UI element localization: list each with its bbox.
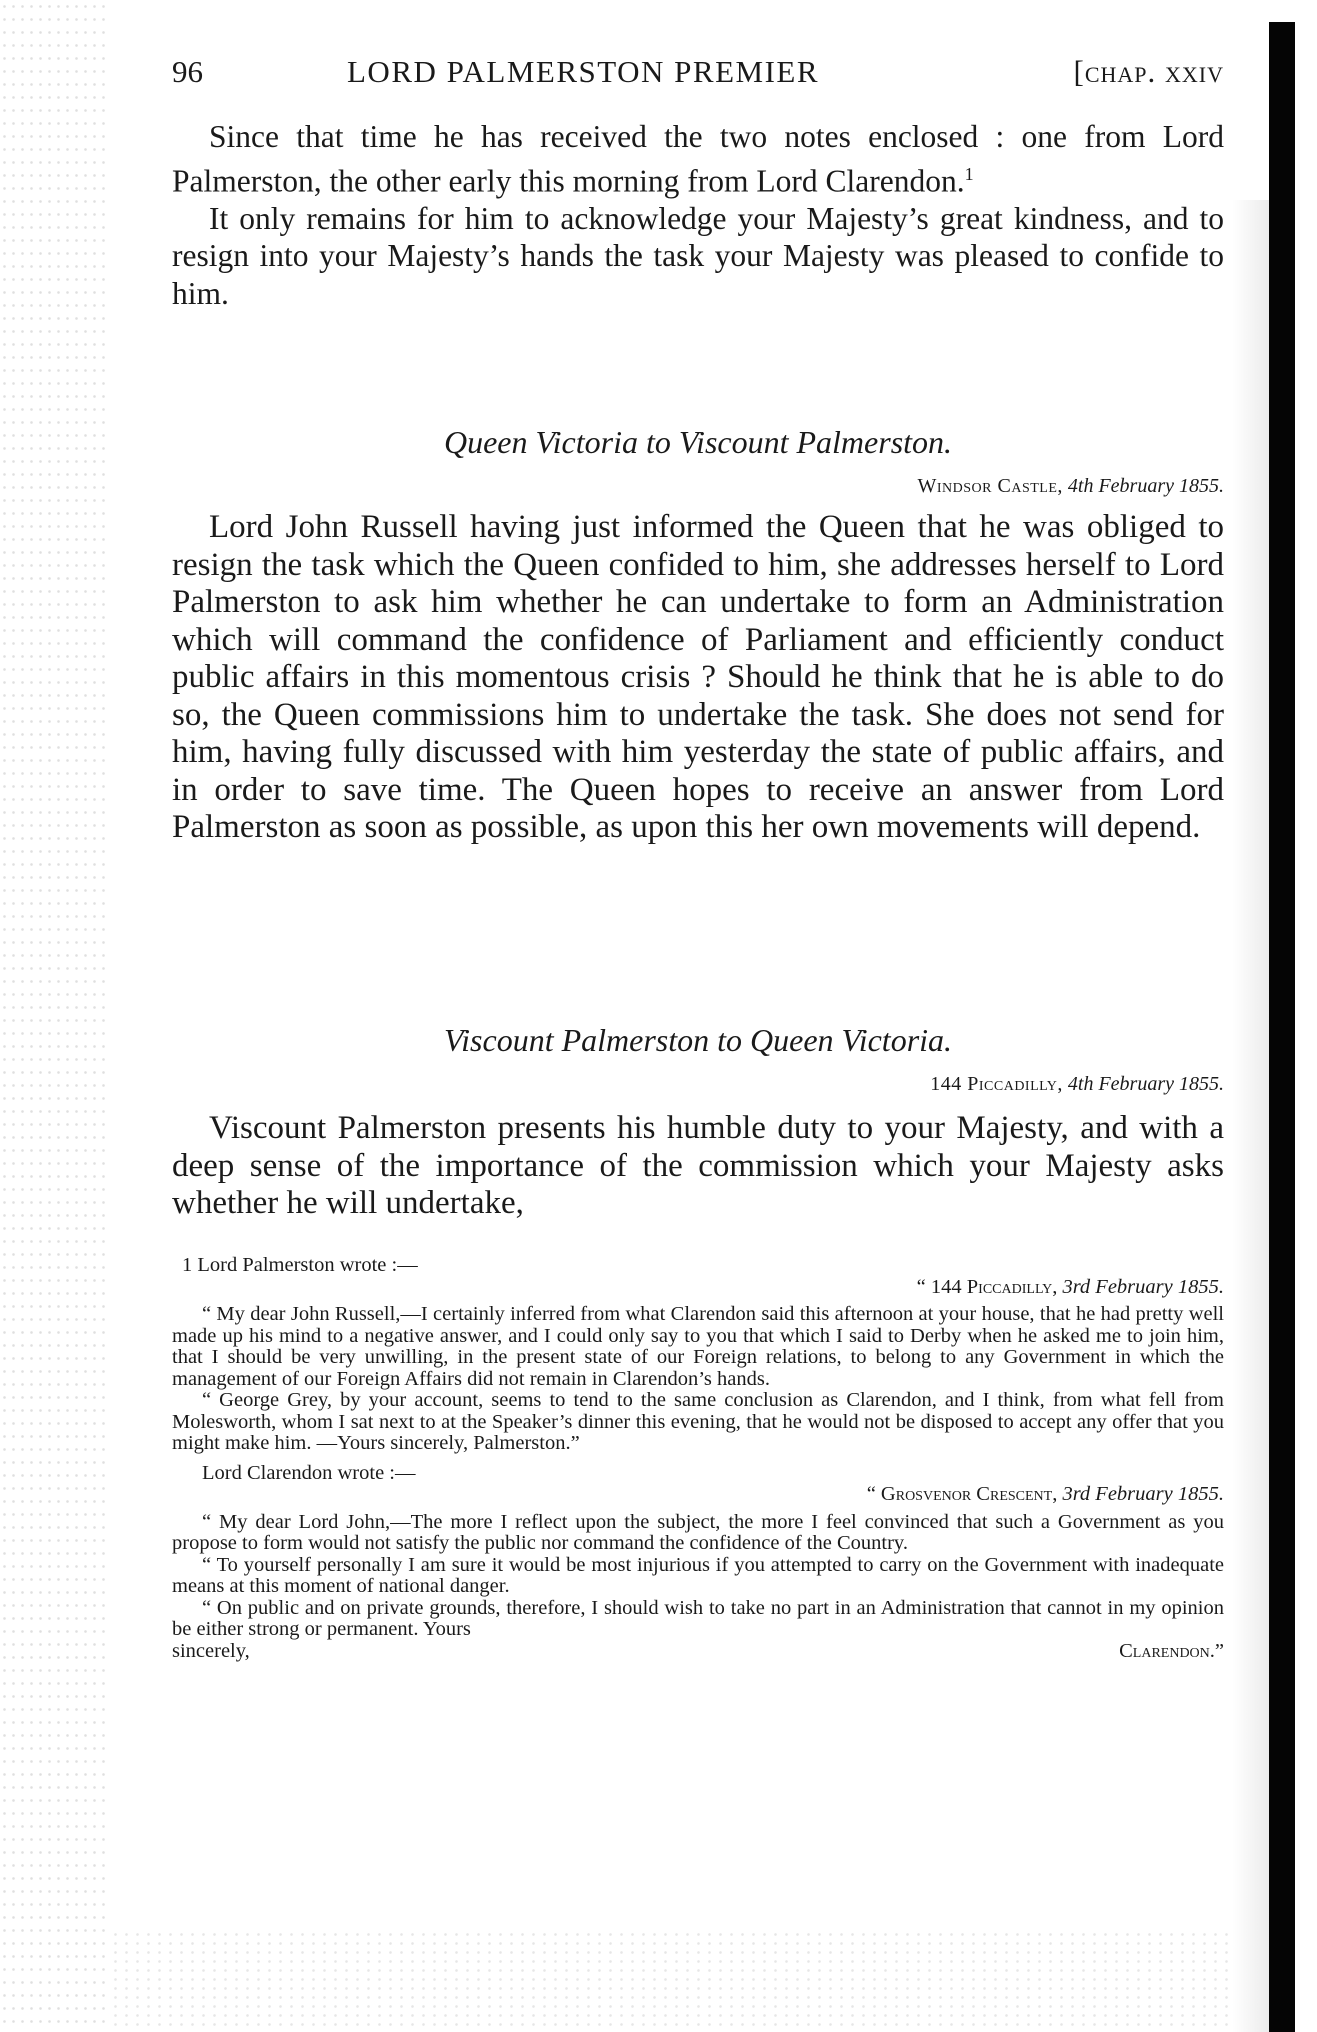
continuation-para-2: It only remains for him to acknowledge your Majesty’s great kindness, and to resign into your Majesty’s hands the task your Majesty was pleased to confide to him.	[172, 200, 1224, 311]
letter-2-text: Viscount Palmerston presents his humble duty to your Majesty, and with a deep sense of the importance of the commission which your Majesty asks whether he will undertake,	[172, 1110, 1224, 1221]
footnote-ref: 1	[964, 163, 974, 184]
letter-body-2	[172, 1110, 1224, 1223]
running-header	[172, 54, 1224, 94]
continuation-para-1: Since that time he has received the two notes enclosed : one from Lord Palmerston, the other early this morning from Lord Clarendon.	[172, 119, 1224, 198]
footnote-para-4: “ To yourself personally I am sure it would be most injurious if you attempted to carry on the Government with inadequate means at this moment of national danger.	[172, 1553, 1224, 1597]
chapter-label: [chap. xxiv	[1073, 54, 1224, 89]
footnote-intro-1: Lord Palmerston wrote :—	[197, 1254, 418, 1276]
footnote-dateline-1-place: “ 144 Piccadilly,	[916, 1275, 1058, 1298]
footnote-dateline-1-date: 3rd February 1855.	[1062, 1275, 1224, 1298]
dateline-2-date: 4th February 1855.	[1067, 1073, 1224, 1095]
footnote-para-1: “ My dear John Russell,—I certainly inferred from what Clarendon said this afternoon at your house, that he had pretty well made up his mind to a negative answer, and I could only say to you that which I said to Derby when he asked me to join him, that I should be very unwilling, in the present state of our Foreign relations, to belong to any Government in which the management of our Foreign Affairs did not remain in Clarendon’s hands.	[172, 1303, 1224, 1390]
letter-body-1	[172, 509, 1224, 847]
footnote-dateline-2	[172, 1484, 1224, 1506]
letter-1-text: Lord John Russell having just informed the Queen that he was obliged to resign the task which the Queen confided to him, she addresses herself to Lord Palmerston to ask him whether he can undertake to form an Administration which will command the confidence of Parliament and efficiently conduct public affairs in this momentous crisis ? Should he think that he is able to do so, the Queen commissions him to undertake the task. She does not send for him, having fully discussed with him yesterday the state of public affairs, and in order to save time. The Queen hopes to receive an answer from Lord Palmerston as soon as possible, as upon this her own movements will depend.	[172, 509, 1224, 845]
footnote	[172, 1255, 1224, 1662]
continuation-block	[172, 118, 1224, 312]
letter-heading-2: Viscount Palmerston to Queen Victoria.	[443, 1022, 953, 1058]
scan-left-edge	[0, 0, 110, 2032]
footnote-para-3: “ My dear Lord John,—The more I reflect upon the subject, the more I feel convinced that such a Government as you propose to form would not satisfy the public nor command the confidence of the Country.	[172, 1510, 1224, 1554]
footnote-closing: sincerely,	[172, 1639, 250, 1662]
dateline-2-place: 144 Piccadilly,	[930, 1073, 1063, 1095]
running-title: LORD PALMERSTON PREMIER	[347, 54, 820, 89]
footnote-marker: 1	[182, 1254, 193, 1276]
dateline-1-place: Windsor Castle,	[917, 475, 1063, 497]
footnote-signature: Clarendon.”	[1119, 1639, 1224, 1662]
footnote-dateline-1	[172, 1277, 1224, 1299]
page-number: 96	[172, 54, 203, 89]
scan-right-bar	[1269, 22, 1295, 2032]
footnote-signature-line	[172, 1641, 1224, 1663]
scan-gutter-shadow	[1232, 200, 1269, 2032]
scan-bottom-noise	[110, 1930, 1230, 2032]
dateline-1-date: 4th February 1855.	[1067, 475, 1224, 497]
footnote-para-5: “ On public and on private grounds, therefore, I should wish to take no part in an Administration that cannot in my opinion be either strong or permanent. Yours	[172, 1596, 1224, 1640]
footnote-dateline-2-place: “ Grosvenor Crescent,	[866, 1483, 1058, 1505]
dateline-2	[172, 1073, 1224, 1096]
letter-heading-1: Queen Victoria to Viscount Palmerston.	[443, 424, 953, 460]
footnote-intro-2: Lord Clarendon wrote :—	[202, 1461, 416, 1484]
dateline-1	[172, 475, 1224, 498]
footnote-dateline-2-date: 3rd February 1855.	[1062, 1483, 1224, 1505]
footnote-para-2: “ George Grey, by your account, seems to tend to the same conclusion as Clarendon, and I think, from what fell from Molesworth, whom I sat next to at the Speaker’s dinner this evening, that he would not be disposed to accept any offer that you might make him. —Yours sincerely, Palmerston.”	[172, 1389, 1224, 1454]
